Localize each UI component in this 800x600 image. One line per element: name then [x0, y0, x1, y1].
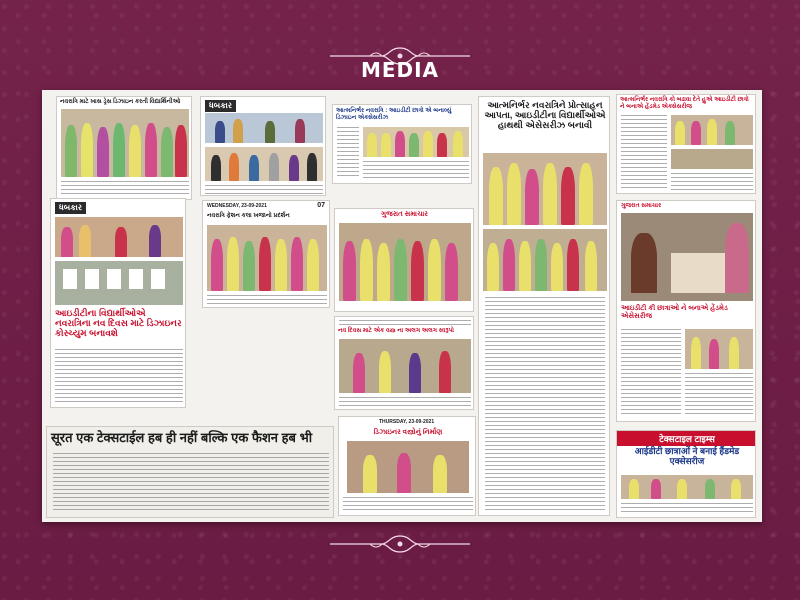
clipping-gujarat-samachar[interactable] [334, 208, 474, 312]
clipping-atmanirbhar-navratri[interactable] [332, 104, 472, 184]
masthead: ધબકાર [205, 100, 236, 112]
clipping-surat-fashion-hub[interactable] [46, 426, 334, 518]
clipping-photo [55, 261, 183, 305]
clipping-headline: નવરાત્રિ ફેશન કલા ખજાનો પ્રદર્શન [207, 213, 290, 219]
clipping-headline: આત્મનિર્ભર નવરાત્રિ કો બઢાવા દેતે હુએ આઇડીટી છાત્રો ને બનાએ હેંડમેડ એક્સેસરીજ [620, 97, 749, 110]
clipping-photo [621, 213, 753, 301]
media-collage [42, 90, 762, 522]
clipping-photo [347, 441, 469, 493]
clipping-photo [363, 127, 469, 157]
clipping-photo [61, 109, 189, 177]
masthead: ગુજરાત સમાચાર [621, 203, 662, 209]
clipping-photo [205, 113, 323, 143]
clipping-headline: ડિઝાઇનર વસ્ત્રોનું નિર્માણ [373, 429, 443, 436]
clipping-photo [483, 153, 607, 225]
masthead: ધબકાર [55, 202, 86, 214]
clipping-photo [621, 475, 753, 499]
clipping-main-article[interactable] [478, 96, 610, 516]
clipping-headline: નવરાત્રિ માટે ખાસ ડ્રેસ ડિઝાઇન કરતી વિદ્યાર્થિનીઓ [60, 99, 181, 105]
masthead: टेक्सटाइल टाइम्स [617, 431, 756, 446]
clipping-photo [339, 339, 471, 393]
clipping-textile-times[interactable] [616, 430, 756, 518]
clipping-photo [55, 217, 183, 257]
clipping-hindi-atmanirbhar[interactable] [616, 94, 756, 194]
clipping-headline: આઇડીટી કી છાત્રાઓ ને બનાએ હેંડમેડ એસેસરીજ [621, 305, 728, 320]
clipping-headline: આત્મનિર્ભર નવરાત્રિને પ્રોત્સાહન આપતા, આઇડીટીના વિદ્યાર્થીઓએ હાથથી એસેસરીઝ બનાવી [484, 100, 606, 130]
clipping-photo [671, 115, 753, 145]
clipping-date: THURSDAY, 23-09-2021 [379, 419, 435, 425]
page-title: MEDIA [360, 58, 440, 82]
clipping-photo [483, 229, 607, 291]
clipping-photo [339, 223, 471, 301]
clipping-headline: आईडीटी छात्राओं ने बनाई हैंडमेड एक्सेसरीज [634, 446, 740, 466]
clipping-handmade-accessories[interactable] [616, 200, 756, 422]
clipping-fashion-show[interactable] [56, 96, 192, 200]
page-number: 07 [317, 202, 325, 209]
clipping-wednesday-exhibition[interactable] [202, 200, 330, 308]
clipping-headline: सूरत एक टेक्सटाईल हब ही नहीं बल्कि एक फैशन हब भी [51, 430, 313, 445]
clipping-designer-costumes[interactable] [50, 198, 186, 408]
clipping-nine-days[interactable] [334, 316, 474, 410]
clipping-photo [205, 147, 323, 181]
clipping-thursday-designer[interactable] [338, 416, 476, 516]
clipping-dhabkar-top[interactable] [200, 96, 326, 196]
clipping-headline: આઇડીટીના વિદ્યાર્થીઓએ નવરાત્રિના નવ દિવસ માટે ડિઝાઇનર કોસ્ચ્યુમ બનાવશે [55, 308, 182, 338]
clipping-headline: નવ દિવસ માટે એક વસ્ત્ર ના અલગ અલગ સ્વરૂપો [338, 328, 454, 334]
clipping-photo [685, 329, 753, 369]
clipping-headline: આત્મનિર્ભર નવરાત્રિ : આઇડીટી છાત્રો એ બનાવ્યું ડિઝાઇન એક્સેસરીઝ [336, 108, 452, 121]
masthead: ગુજરાત સમાચાર [381, 211, 428, 218]
clipping-photo [671, 149, 753, 169]
clipping-date: WEDNESDAY, 23-09-2021 [207, 203, 267, 209]
bottom-ornament [330, 532, 470, 556]
clipping-photo [207, 225, 327, 291]
